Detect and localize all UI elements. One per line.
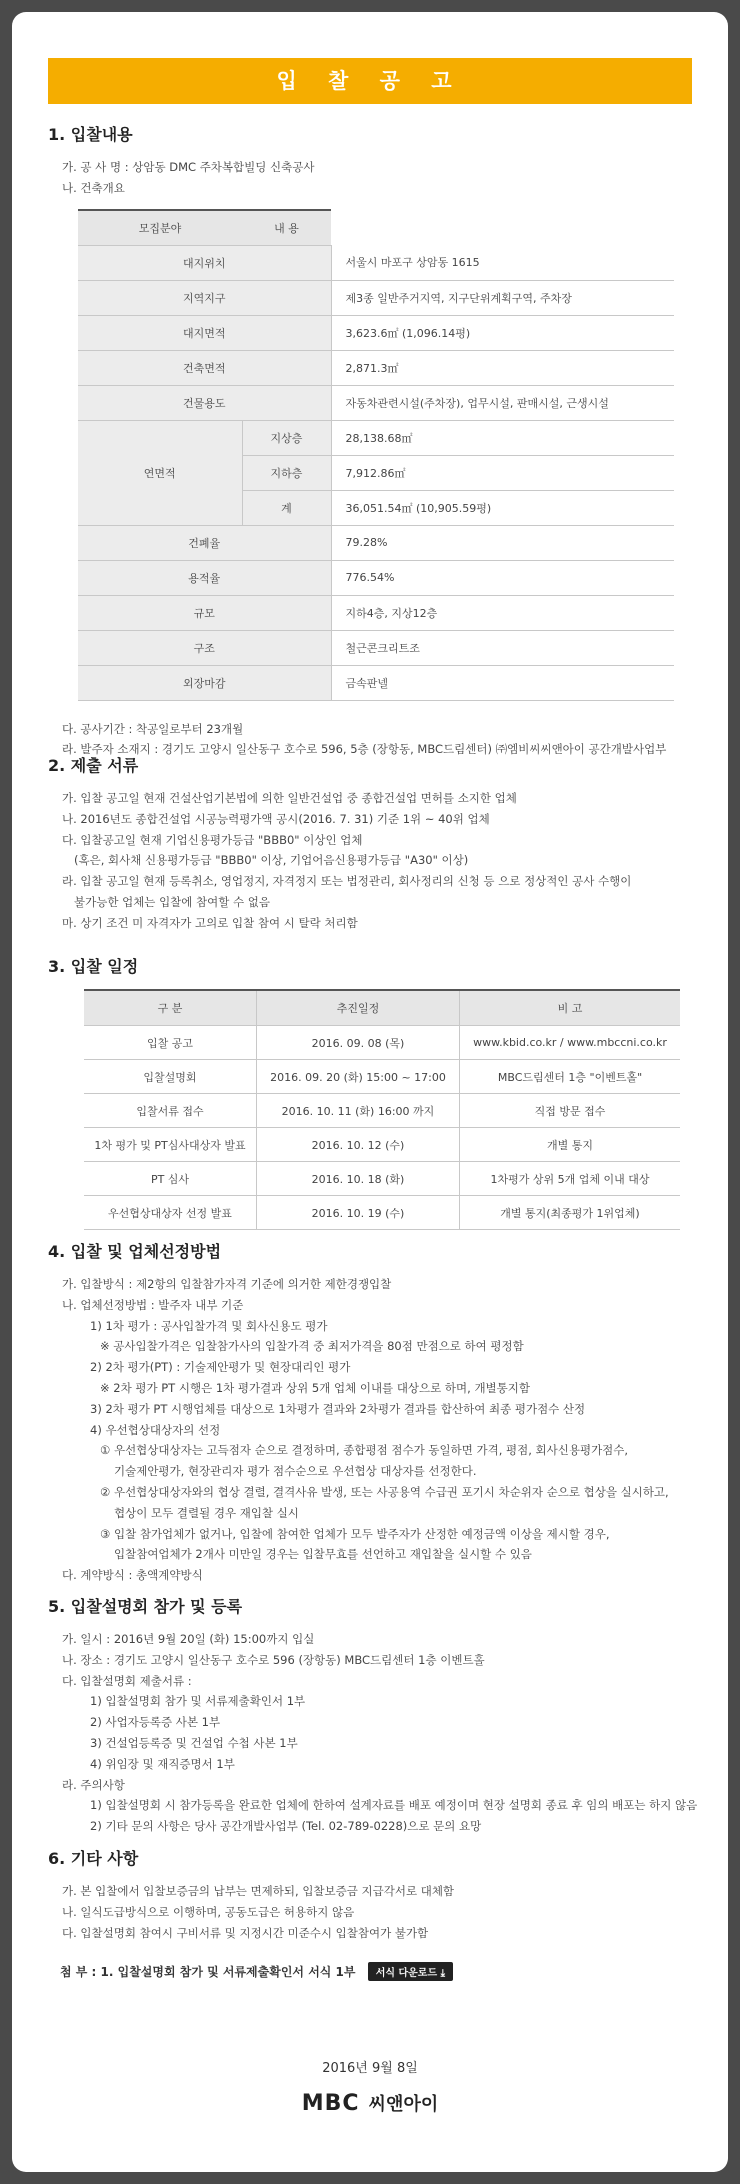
notice-title-banner: 입 찰 공 고 <box>48 58 692 104</box>
row-label: 지역지구 <box>78 280 331 315</box>
table-cell: 2016. 10. 11 (화) 16:00 까지 <box>257 1094 460 1128</box>
section-bid-content <box>48 122 692 760</box>
row-sublabel: 지상층 <box>242 420 331 455</box>
row-sublabel: 계 <box>242 490 331 525</box>
row-label: 규모 <box>78 595 331 630</box>
section-briefing <box>48 1594 698 1837</box>
list-item: 다. 입찰설명회 참여시 구비서류 및 지정시간 미준수시 입찰참여가 불가함 <box>62 1925 429 1940</box>
list-item: 나. 일식도급방식으로 이행하며, 공동도급은 허용하지 않음 <box>62 1904 355 1919</box>
table-row <box>78 525 674 560</box>
row-sublabel: 지하층 <box>242 455 331 490</box>
section-other <box>48 1846 692 1943</box>
row-label: 연면적 <box>78 420 242 525</box>
notice-date: 2016년 9월 8일 <box>322 2061 418 2076</box>
row-value: 금속판넬 <box>331 665 674 700</box>
list-item: ※ 공사입찰가격은 입찰참가사의 입찰가격 중 최저가격을 80점 만점으로 하여 평정함 <box>100 1339 524 1354</box>
row-label: 외장마감 <box>78 665 331 700</box>
building-overview-label: 나. 건축개요 <box>62 180 125 195</box>
table-cell: 개별 통지 <box>460 1128 681 1162</box>
list-item: ② 우선협상대상자와의 협상 결렬, 결격사유 발생, 또는 사공용역 수급권 포기시 차순위자 순으로 협상을 실시하고, <box>100 1484 669 1499</box>
section-documents <box>48 753 692 934</box>
project-name: 가. 공 사 명 : 상암동 DMC 주차복합빌딩 신축공사 <box>62 160 315 174</box>
table-cell: 2016. 10. 12 (수) <box>257 1128 460 1162</box>
row-value: 36,051.54㎡ (10,905.59평) <box>331 490 674 525</box>
section-schedule <box>48 954 692 1230</box>
table-row <box>84 1026 680 1060</box>
table-cell: 2016. 10. 19 (수) <box>257 1196 460 1230</box>
row-label: 대지면적 <box>78 315 331 350</box>
table-row <box>84 1196 680 1230</box>
table-cell: 2016. 09. 20 (화) 15:00 ~ 17:00 <box>257 1060 460 1094</box>
table-row <box>78 245 674 280</box>
table-cell: 입찰서류 접수 <box>84 1094 257 1128</box>
table-header: 모집분야 <box>78 210 242 246</box>
attachment-line <box>60 1962 453 1981</box>
row-value: 서울시 마포구 상암동 1615 <box>331 245 674 280</box>
table-cell: 우선협상대상자 선정 발표 <box>84 1196 257 1230</box>
table-row <box>78 280 674 315</box>
section-title: 6. 기타 사항 <box>48 1849 139 1868</box>
table-cell: MBC드림센터 1층 "이벤트홀" <box>460 1060 681 1094</box>
row-value: 자동차관련시설(주차장), 업무시설, 판매시설, 근생시설 <box>331 385 674 420</box>
table-row <box>78 665 674 700</box>
list-item: 입찰참여업체가 2개사 미만일 경우는 입찰무효를 선언하고 재입찰을 실시할 수 있음 <box>114 1547 532 1562</box>
company-name: 씨앤아이 <box>368 2094 439 2115</box>
list-item: 1) 1차 평가 : 공사입찰가격 및 회사신용도 평가 <box>90 1318 328 1333</box>
table-cell: 입찰설명회 <box>84 1060 257 1094</box>
list-item: 가. 일시 : 2016년 9월 20일 (화) 15:00까지 입실 <box>62 1632 315 1646</box>
row-value: 철근콘크리트조 <box>331 630 674 665</box>
list-item: 2) 사업자등록증 사본 1부 <box>90 1715 221 1730</box>
list-item: 가. 입찰 공고일 현재 건설산업기본법에 의한 일반건설업 중 종합건설업 면허를 소지한 업체 <box>62 791 517 805</box>
row-label: 건축면적 <box>78 350 331 385</box>
section-title: 4. 입찰 및 업체선정방법 <box>48 1242 222 1261</box>
section-title: 5. 입찰설명회 참가 및 등록 <box>48 1597 243 1616</box>
table-cell: 직접 방문 접수 <box>460 1094 681 1128</box>
list-item: 불가능한 업체는 입찰에 참여할 수 없음 <box>74 894 271 909</box>
table-header: 비 고 <box>460 990 681 1026</box>
table-row <box>84 1128 680 1162</box>
list-item: ※ 2차 평가 PT 시행은 1차 평가결과 상위 5개 업체 이내를 대상으로 하며, 개별통지함 <box>100 1380 530 1395</box>
table-row <box>78 420 674 455</box>
list-item: 다. 입찰설명회 제출서류 : <box>62 1673 192 1688</box>
table-cell: 입찰 공고 <box>84 1026 257 1060</box>
list-item: 가. 입찰방식 : 제2항의 입찰참가자격 기준에 의거한 제한경쟁입찰 <box>62 1277 392 1291</box>
list-item: 다. 계약방식 : 총액계약방식 <box>62 1568 203 1583</box>
table-row <box>78 630 674 665</box>
list-item: 4) 우선협상대상자의 선정 <box>90 1422 221 1437</box>
list-item: 나. 장소 : 경기도 고양시 일산동구 호수로 596 (장항동) MBC드림센터 1층 이벤트홀 <box>62 1652 485 1667</box>
row-value: 776.54% <box>331 560 674 595</box>
table-cell: 개별 통지(최종평가 1위업체) <box>460 1196 681 1230</box>
row-value: 7,912.86㎡ <box>331 455 674 490</box>
list-item: 라. 입찰 공고일 현재 등록취소, 영업정지, 자격정지 또는 법정관리, 회사정리의 신청 등 으로 정상적인 공사 수행이 <box>62 874 632 889</box>
construction-period: 다. 공사기간 : 착공일로부터 23개월 <box>62 721 244 736</box>
table-header: 구 분 <box>84 990 257 1026</box>
list-item: 가. 본 입찰에서 입찰보증금의 납부는 면제하되, 입찰보증금 지급각서로 대체함 <box>62 1884 455 1898</box>
list-item: 협상이 모두 결렬될 경우 재입찰 실시 <box>114 1505 299 1520</box>
table-row <box>78 595 674 630</box>
table-row <box>78 315 674 350</box>
table-cell: www.kbid.co.kr / www.mbccni.co.kr <box>460 1026 681 1060</box>
list-item: 다. 입찰공고일 현재 기업신용평가등급 "BBB0" 이상인 업체 <box>62 832 363 847</box>
section-title: 2. 제출 서류 <box>48 756 139 775</box>
row-value: 28,138.68㎡ <box>331 420 674 455</box>
section-selection-method <box>48 1239 692 1586</box>
table-row <box>78 560 674 595</box>
table-row <box>84 1094 680 1128</box>
table-cell: 1차 평가 및 PT심사대상자 발표 <box>84 1128 257 1162</box>
list-item: 마. 상기 조건 미 자격자가 고의로 입찰 참여 시 탈락 처리함 <box>62 915 358 930</box>
section-title: 1. 입찰내용 <box>48 125 133 144</box>
section-title: 3. 입찰 일정 <box>48 957 139 976</box>
schedule-table <box>84 989 680 1230</box>
mbc-cni-logo <box>12 2090 728 2116</box>
row-value: 3,623.6㎡ (1,096.14평) <box>331 315 674 350</box>
table-row <box>84 1060 680 1094</box>
list-item: 라. 주의사항 <box>62 1777 125 1792</box>
row-value: 2,871.3㎡ <box>331 350 674 385</box>
table-row <box>78 350 674 385</box>
row-value: 지하4층, 지상12층 <box>331 595 674 630</box>
list-item: 기술제안평가, 현장관리자 평가 점수순으로 우선협상 대상자를 선정한다. <box>114 1464 477 1479</box>
list-item: 2) 기타 문의 사항은 당사 공간개발사업부 (Tel. 02-789-0228)으로 문의 요망 <box>90 1819 482 1834</box>
list-item: 3) 건설업등록증 및 건설업 수첩 사본 1부 <box>90 1735 298 1750</box>
table-row <box>78 385 674 420</box>
list-item: (혹은, 회사채 신용평가등급 "BBB0" 이상, 기업어음신용평가등급 "A30" 이상) <box>74 853 469 868</box>
form-download-button[interactable]: 서식 다운로드 ⤓ <box>368 1962 453 1981</box>
table-cell: 1차평가 상위 5개 업체 이내 대상 <box>460 1162 681 1196</box>
list-item: 나. 2016년도 종합건설업 시공능력평가액 공시(2016. 7. 31) 기준 1위 ~ 40위 업체 <box>62 811 490 826</box>
row-label: 용적율 <box>78 560 331 595</box>
row-label: 구조 <box>78 630 331 665</box>
list-item: 1) 입찰설명회 시 참가등록을 완료한 업체에 한하여 설계자료를 배포 예정이며 현장 설명회 종료 후 임의 배포는 하지 않음 <box>90 1798 698 1813</box>
list-item: 2) 2차 평가(PT) : 기술제안평가 및 현장대리인 평가 <box>90 1360 351 1375</box>
mbc-logo-mark: MBC <box>301 2091 360 2116</box>
table-cell: PT 심사 <box>84 1162 257 1196</box>
row-label: 건폐율 <box>78 525 331 560</box>
list-item: 1) 입찰설명회 참가 및 서류제출확인서 1부 <box>90 1694 306 1709</box>
list-item: 4) 위임장 및 재직증명서 1부 <box>90 1756 235 1771</box>
list-item: 나. 업체선정방법 : 발주자 내부 기준 <box>62 1297 244 1312</box>
list-item: ③ 입찰 참가업체가 없거나, 입찰에 참여한 업체가 모두 발주자가 산정한 예정금액 이상을 제시할 경우, <box>100 1526 610 1541</box>
row-value: 79.28% <box>331 525 674 560</box>
notice-page <box>12 12 728 2172</box>
table-header: 추진일정 <box>257 990 460 1026</box>
table-row <box>84 1162 680 1196</box>
row-label: 대지위치 <box>78 245 331 280</box>
list-item: ① 우선협상대상자는 고득점자 순으로 결정하며, 종합평점 점수가 동일하면 가격, 평점, 회사신용평가점수, <box>100 1443 629 1458</box>
row-value: 제3종 일반주거지역, 지구단위계획구역, 주차장 <box>331 280 674 315</box>
client-address: 라. 발주자 소재지 : 경기도 고양시 일산동구 호수로 596, 5층 (장항동, MBC드림센터) ㈜엠비씨씨앤아이 공간개발사업부 <box>62 742 667 757</box>
list-item: 3) 2차 평가 PT 시행업체를 대상으로 1차평가 결과와 2차평가 결과를 합산하여 최종 평가점수 산정 <box>90 1401 586 1416</box>
row-label: 건물용도 <box>78 385 331 420</box>
table-header: 내 용 <box>242 210 331 246</box>
table-cell: 2016. 09. 08 (목) <box>257 1026 460 1060</box>
attachment-text: 첨 부 : 1. 입찰설명회 참가 및 서류제출확인서 서식 1부 <box>60 1965 356 1979</box>
table-cell: 2016. 10. 18 (화) <box>257 1162 460 1196</box>
building-overview-table <box>78 209 674 701</box>
